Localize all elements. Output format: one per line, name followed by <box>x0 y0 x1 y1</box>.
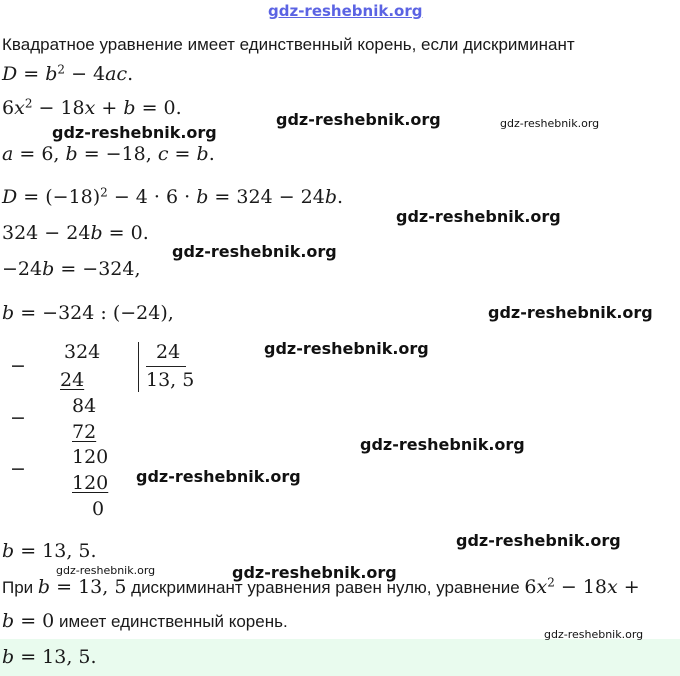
remainder-3: 0 <box>92 498 105 520</box>
minus-sign-3: − <box>10 458 26 480</box>
watermark: gdz-reshebnik.org <box>56 564 156 577</box>
intro-text: Квадратное уравнение имеет единственный корень, если дискриминант <box>2 35 575 54</box>
answer-box <box>0 639 680 676</box>
minus-sign-2: − <box>10 407 26 429</box>
result-line: b = 13, 5. <box>2 540 97 562</box>
subtract-2: 72 <box>72 421 97 443</box>
division-bar <box>138 342 139 392</box>
remainder-2: 120 <box>72 446 109 468</box>
divisor-underline <box>146 366 186 367</box>
remainder-1: 84 <box>72 395 97 417</box>
watermark: gdz-reshebnik.org <box>544 628 644 641</box>
quadratic-equation: $6x^2 - 18x + b = 0$. <box>2 96 182 119</box>
watermark: gdz-reshebnik.org <box>456 531 621 550</box>
dividend: 324 <box>64 341 101 363</box>
discriminant-formula: $D = b^2 - 4ac$. <box>2 62 134 85</box>
answer-line: b = 13, 5. <box>2 646 97 668</box>
watermark: gdz-reshebnik.org <box>500 117 600 130</box>
step-equation-2: −24b = −324, <box>2 258 141 280</box>
subtract-3: 120 <box>72 472 109 494</box>
conclusion-line-1: При b = 13, 5 дискриминант уравнения равен нулю, уравнение $6x^2 - 18x$ + <box>2 575 640 598</box>
watermark-top[interactable]: gdz-reshebnik.org <box>268 2 423 20</box>
minus-sign-1: − <box>10 355 26 377</box>
watermark: gdz-reshebnik.org <box>360 435 525 454</box>
watermark: gdz-reshebnik.org <box>396 207 561 226</box>
step-equation-1: 324 − 24b = 0. <box>2 222 149 244</box>
discriminant-calc: $D = (-18)^2 - 4 \cdot 6 \cdot b = 324 - 24b$. <box>2 185 344 208</box>
watermark: gdz-reshebnik.org <box>276 110 441 129</box>
watermark: gdz-reshebnik.org <box>264 339 429 358</box>
conclusion-line-2: b = 0 имеет единственный корень. <box>2 610 288 632</box>
watermark: gdz-reshebnik.org <box>172 242 337 261</box>
watermark: gdz-reshebnik.org <box>52 123 217 142</box>
watermark: gdz-reshebnik.org <box>136 467 301 486</box>
step-equation-3: b = −324 : (−24), <box>2 302 174 324</box>
subtract-1: 24 <box>60 369 85 391</box>
watermark: gdz-reshebnik.org <box>232 563 397 582</box>
watermark: gdz-reshebnik.org <box>488 303 653 322</box>
divisor: 24 <box>156 341 181 363</box>
quotient: 13, 5 <box>146 369 195 391</box>
coefficients-line: a = 6, b = −18, c = b. <box>2 143 215 165</box>
